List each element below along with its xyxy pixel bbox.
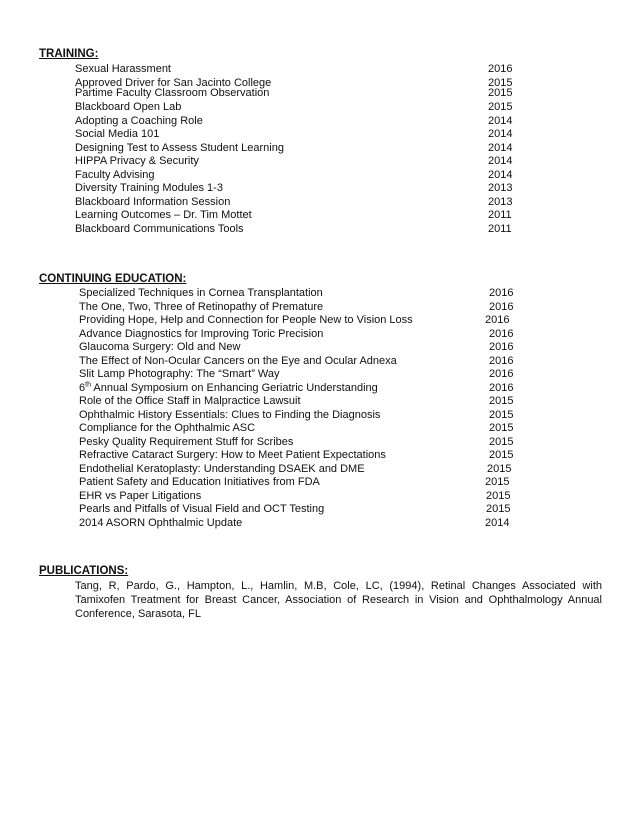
ce-title: Specialized Techniques in Cornea Transplantation [79, 287, 323, 299]
ce-title: Ophthalmic History Essentials: Clues to Finding the Diagnosis [79, 408, 381, 421]
training-year: 2016 [488, 63, 513, 75]
ce-title: EHR vs Paper Litigations [79, 489, 202, 502]
ce-entry [39, 395, 608, 409]
ce-year: 2016 [489, 341, 514, 353]
training-entry [39, 196, 608, 210]
ce-year: 2015 [489, 408, 514, 421]
ce-year: 2015 [489, 435, 514, 448]
ce-title: Pearls and Pitfalls of Visual Field and OCT Testing [79, 503, 325, 515]
training-title: Sexual Harassment [75, 63, 171, 75]
ce-title: Pesky Quality Requirement Stuff for Scribes [79, 435, 294, 448]
training-heading: TRAINING: [39, 48, 99, 60]
training-entry [39, 223, 608, 237]
ce-title-superscript: th [85, 380, 91, 388]
ce-title: Compliance for the Ophthalmic ASC [79, 422, 256, 434]
ce-year: 2015 [489, 449, 514, 461]
ce-title: The One, Two, Three of Retinopathy of Premature [79, 300, 324, 313]
training-title: Blackboard Communications Tools [75, 222, 244, 235]
training-title: Partime Faculty Classroom Observation [75, 87, 270, 99]
ce-entry [39, 449, 608, 463]
ce-year: 2016 [489, 300, 514, 313]
training-title: Faculty Advising [75, 168, 155, 181]
ce-entry [39, 490, 608, 504]
ce-year: 2015 [489, 422, 514, 434]
publication-entry: Tang, R, Pardo, G., Hampton, L., Hamlin, M.B, Cole, LC, (1994), Retinal Changes Associated with Tamixofen Treatment for Breast Cancer, Association of Research in Vision and Ophthalmology Annual Conference, Sarasota, FL [75, 580, 602, 620]
continuing-education-section [39, 272, 608, 530]
training-year: 2014 [488, 114, 513, 127]
ce-year: 2016 [489, 354, 514, 367]
ce-entry [39, 463, 608, 477]
ce-entry [39, 314, 608, 328]
continuing-education-heading: CONTINUING EDUCATION: [39, 273, 187, 285]
ce-title: Refractive Cataract Surgery: How to Meet Patient Expectations [79, 449, 386, 461]
ce-entry [39, 476, 608, 490]
ce-year: 2016 [489, 327, 514, 340]
training-title: Learning Outcomes – Dr. Tim Mottet [75, 209, 252, 221]
training-year: 2015 [488, 87, 513, 99]
training-entry [39, 169, 608, 183]
training-entry [39, 155, 608, 169]
ce-entry [39, 368, 608, 382]
ce-entry [39, 409, 608, 423]
ce-entry [39, 422, 608, 436]
ce-year: 2015 [487, 462, 512, 475]
training-year: 2014 [488, 155, 513, 167]
ce-title: Role of the Office Staff in Malpractice Lawsuit [79, 395, 301, 407]
training-entry [39, 115, 608, 129]
ce-title: Slit Lamp Photography: The “Smart” Way [79, 368, 280, 380]
training-title: Blackboard Open Lab [75, 101, 182, 113]
ce-entry [39, 287, 608, 301]
continuing-education-list [39, 287, 608, 530]
training-year: 2011 [488, 222, 512, 235]
training-title: Diversity Training Modules 1-3 [75, 182, 223, 194]
ce-entry [39, 436, 608, 450]
ce-title: The Effect of Non-Ocular Cancers on the Eye and Ocular Adnexa [79, 354, 397, 367]
ce-title: Providing Hope, Help and Connection for People New to Vision Loss [79, 314, 413, 326]
ce-entry [39, 355, 608, 369]
training-year: 2015 [488, 101, 513, 113]
ce-year: 2015 [486, 489, 511, 502]
training-year: 2014 [488, 168, 513, 181]
training-year: 2013 [488, 182, 513, 194]
ce-title-number: 6 [79, 381, 86, 394]
ce-year: 2014 [485, 516, 510, 529]
training-entry [39, 182, 608, 196]
ce-entry [39, 517, 608, 531]
training-title: Designing Test to Assess Student Learning [75, 141, 284, 154]
training-entry [39, 63, 608, 77]
training-year: 2013 [488, 195, 513, 208]
training-entry [39, 87, 608, 101]
ce-entry [39, 341, 608, 355]
training-entry [39, 128, 608, 142]
ce-title: Endothelial Keratoplasty: Understanding DSAEK and DME [79, 462, 365, 475]
training-title: HIPPA Privacy & Security [75, 155, 199, 167]
ce-title: Glaucoma Surgery: Old and New [79, 341, 241, 353]
training-year: 2014 [488, 141, 513, 154]
ce-year: 2016 [489, 287, 514, 299]
training-entry [39, 209, 608, 223]
training-title: Approved Driver for San Jacinto College [75, 76, 272, 89]
training-list [39, 63, 608, 236]
ce-year: 2016 [489, 381, 514, 394]
ce-title: Patient Safety and Education Initiatives from FDA [79, 476, 320, 488]
training-year: 2011 [488, 209, 512, 221]
ce-title: Advance Diagnostics for Improving Toric Precision [79, 327, 324, 340]
training-title: Adopting a Coaching Role [75, 114, 203, 127]
training-entry [39, 142, 608, 156]
publications-section [39, 564, 608, 621]
ce-title-with-superscript [79, 382, 378, 396]
training-year: 2014 [488, 128, 513, 140]
ce-year: 2015 [489, 395, 514, 407]
training-section [39, 47, 608, 236]
ce-year: 2016 [485, 314, 510, 326]
ce-year: 2016 [489, 368, 514, 380]
training-title: Blackboard Information Session [75, 195, 231, 208]
ce-entry [39, 301, 608, 315]
publications-heading: PUBLICATIONS: [39, 565, 129, 577]
ce-year: 2015 [485, 476, 510, 488]
ce-entry [39, 382, 608, 396]
ce-title-rest: Annual Symposium on Enhancing Geriatric Understanding [90, 381, 378, 394]
training-year: 2015 [488, 76, 513, 89]
training-entry [39, 101, 608, 115]
ce-title: 2014 ASORN Ophthalmic Update [79, 516, 243, 529]
ce-year: 2015 [486, 503, 511, 515]
training-title: Social Media 101 [75, 128, 160, 140]
ce-entry [39, 328, 608, 342]
ce-entry [39, 503, 608, 517]
